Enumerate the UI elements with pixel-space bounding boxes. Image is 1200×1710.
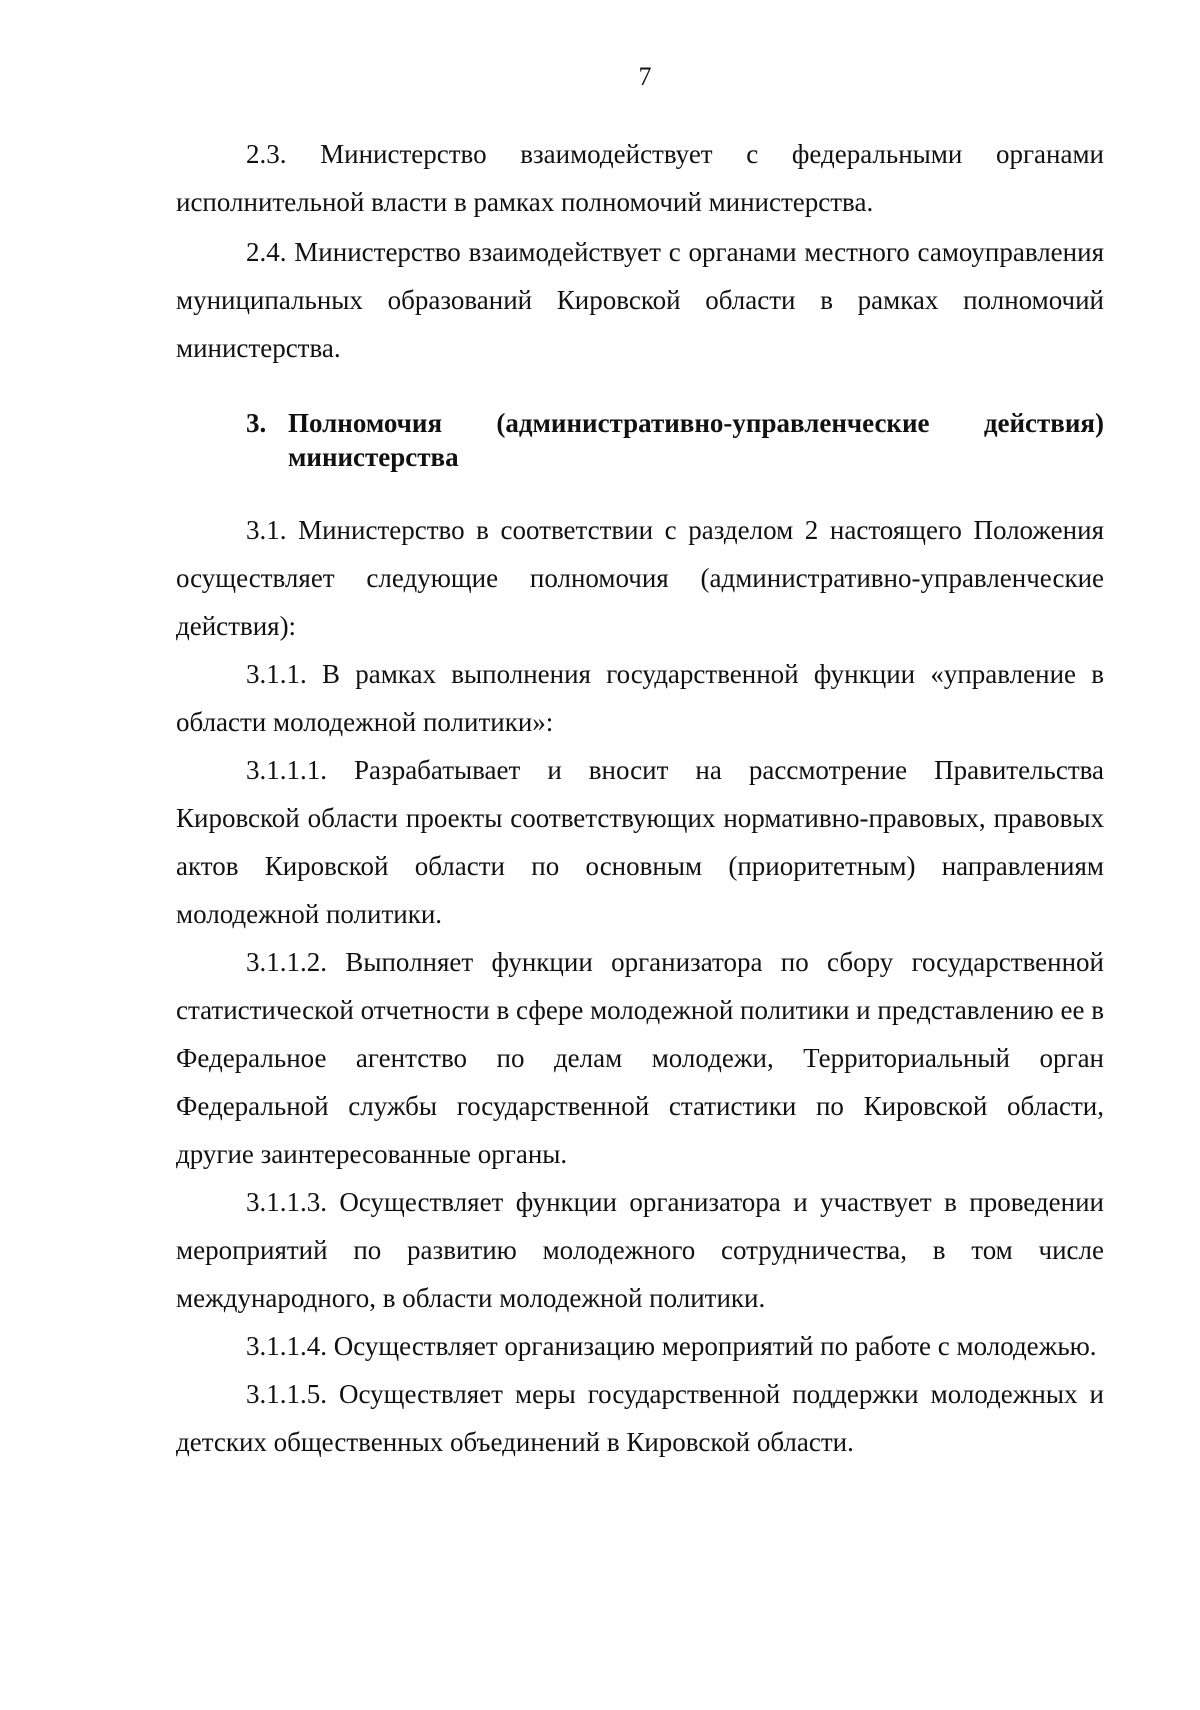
paragraph-3-1-1-2: 3.1.1.2. Выполняет функции организатора по сбору государственной статистической отчетности в сфере молодежной политики и представлению ее в Федеральное агентство по делам молодежи, Территориальный орган Федеральной службы государственной статистики по Кировской области, другие заинтересованные органы. [176,947,1104,1169]
document-body [176,130,1104,1466]
section-number: 3. [246,408,267,438]
paragraph-2-3: 2.3. Министерство взаимодействует с федеральными органами исполнительной власти в рамках полномочий министерства. [176,139,1104,217]
paragraph-3-1-1-3: 3.1.1.3. Осуществляет функции организатора и участвует в проведении мероприятий по развитию молодежного сотрудничества, в том числе международного, в области молодежной политики. [176,1187,1104,1313]
paragraph-3-1-1-4: 3.1.1.4. Осуществляет организацию мероприятий по работе с молодежью. [246,1331,1097,1361]
paragraph-3-1-1: 3.1.1. В рамках выполнения государственной функции «управление в области молодежной политики»: [176,659,1104,737]
paragraph-3-1-1-1: 3.1.1.1. Разрабатывает и вносит на рассмотрение Правительства Кировской области проекты соответствующих нормативно-правовых, правовых актов Кировской области по основным (приоритетным) направлениям молодежной политики. [176,755,1104,929]
paragraph-2-4: 2.4. Министерство взаимодействует с органами местного самоуправления муниципальных образований Кировской области в рамках полномочий министерства. [176,237,1104,363]
section-title: Полномочия (административно-управленческие действия) министерства [288,408,1104,472]
paragraph-3-1-1-5: 3.1.1.5. Осуществляет меры государственной поддержки молодежных и детских общественных объединений в Кировской области. [176,1379,1104,1457]
page-number: 7 [638,62,652,91]
paragraph-3-1: 3.1. Министерство в соответствии с разделом 2 настоящего Положения осуществляет следующие полномочия (административно-управленческие действия): [176,515,1104,641]
section-3-heading [176,406,1104,474]
